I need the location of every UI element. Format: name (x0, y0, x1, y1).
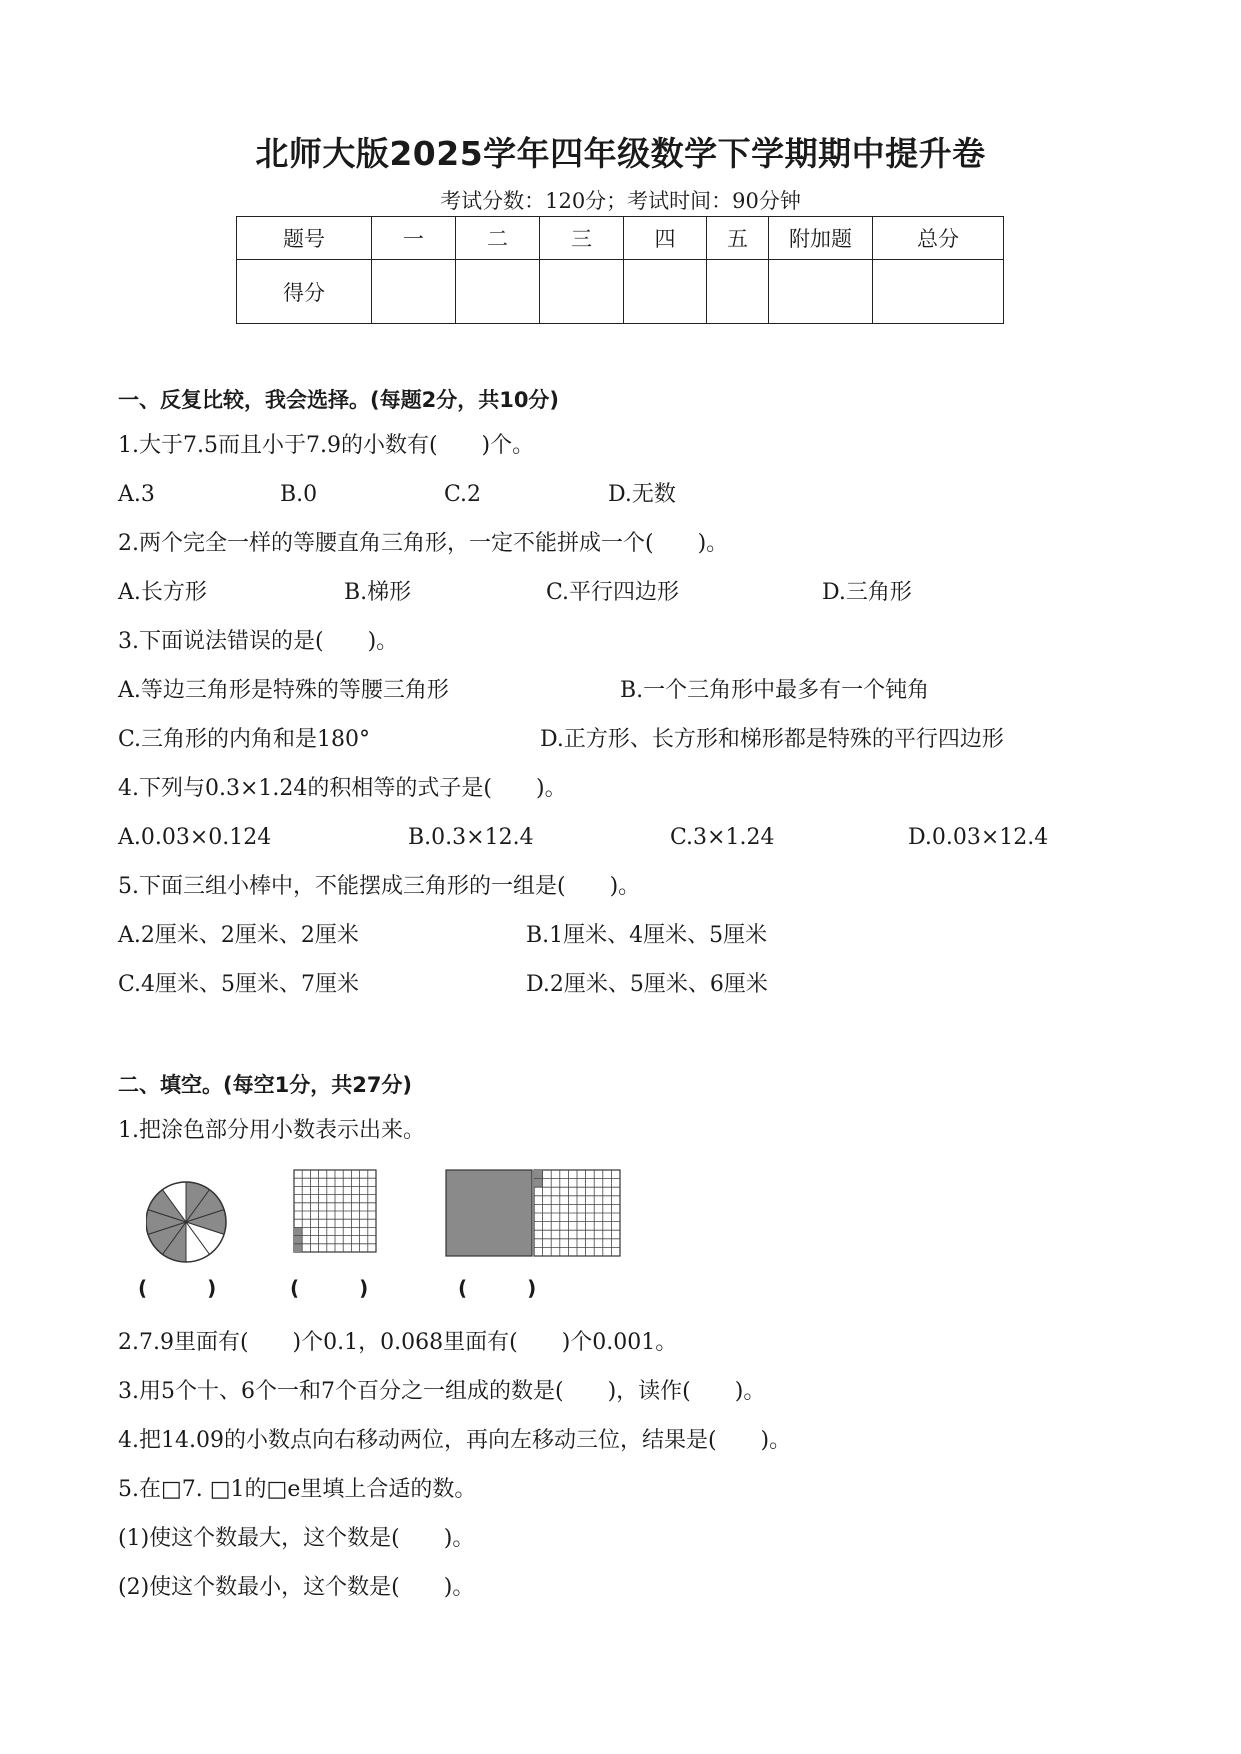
option-b: B.0 (280, 482, 318, 507)
grid-shaded-cell (294, 1227, 302, 1235)
section-heading: 二、填空。(每空1分，共27分) (118, 1073, 413, 1097)
question-text: 1.把涂色部分用小数表示出来。 (118, 1118, 425, 1143)
option-c: C.4厘米、5厘米、7厘米 (118, 972, 360, 997)
option-b: B.一个三角形中最多有一个钝角 (620, 678, 930, 703)
option-d: D.2厘米、5厘米、6厘米 (526, 972, 768, 997)
exam-info: 考试分数：120分；考试时间：90分钟 (440, 189, 801, 213)
shaded-circle (146, 1182, 226, 1262)
option-d: D.0.03×12.4 (908, 825, 1049, 850)
option-a: A.2厘米、2厘米、2厘米 (118, 923, 359, 948)
option-b: B.梯形 (344, 580, 412, 605)
question-subitem: (1)使这个数最大，这个数是( )。 (118, 1526, 475, 1551)
score-header-cell: 一 (372, 217, 456, 260)
option-c: C.平行四边形 (546, 580, 680, 605)
score-header-cell: 总分 (873, 217, 1004, 260)
question-text: 2.7.9里面有( )个0.1，0.068里面有( )个0.001。 (118, 1330, 678, 1355)
option-a: A.长方形 (118, 580, 207, 605)
option-b: B.0.3×12.4 (408, 825, 534, 850)
score-header-cell: 三 (540, 217, 624, 260)
grid-shaded-cell (534, 1170, 543, 1179)
score-cell[interactable] (372, 260, 456, 324)
option-a: A.等边三角形是特殊的等腰三角形 (118, 678, 449, 703)
question-text: 4.下列与0.3×1.24的积相等的式子是( )。 (118, 776, 567, 801)
section-heading: 一、反复比较，我会选择。(每题2分，共10分) (118, 388, 560, 412)
score-cell[interactable] (769, 260, 873, 324)
score-table-header (237, 217, 1004, 260)
question-text: 5.下面三组小棒中，不能摆成三角形的一组是( )。 (118, 874, 641, 899)
hundred-grid-1 (294, 1170, 376, 1252)
option-a: A.0.03×0.124 (118, 825, 272, 850)
option-c: C.2 (444, 482, 482, 507)
score-table (236, 216, 1004, 324)
score-cell[interactable] (624, 260, 707, 324)
score-table-row (237, 260, 1004, 324)
score-cell[interactable] (707, 260, 769, 324)
answer-paren[interactable]: ( ) (458, 1276, 537, 1300)
question-text: 2.两个完全一样的等腰直角三角形，一定不能拼成一个( )。 (118, 531, 729, 556)
score-header-cell: 二 (456, 217, 540, 260)
question-text: 3.用5个十、6个一和7个百分之一组成的数是( )，读作( )。 (118, 1379, 766, 1404)
option-d: D.三角形 (822, 580, 912, 605)
score-header-cell: 题号 (237, 217, 372, 260)
score-header-cell: 五 (707, 217, 769, 260)
question-text: 1.大于7.5而且小于7.9的小数有( )个。 (118, 433, 535, 458)
answer-paren[interactable]: ( ) (138, 1276, 217, 1300)
score-header-cell: 附加题 (769, 217, 873, 260)
option-a: A.3 (118, 482, 155, 507)
score-cell[interactable] (540, 260, 624, 324)
question-text: 3.下面说法错误的是( )。 (118, 629, 399, 654)
grid-shaded-cell (294, 1244, 302, 1252)
grid-shaded-cell (294, 1236, 302, 1244)
answer-paren[interactable]: ( ) (290, 1276, 369, 1300)
score-row-label: 得分 (237, 260, 372, 324)
option-d: D.无数 (608, 482, 676, 507)
question-text: 4.把14.09的小数点向右移动两位，再向左移动三位，结果是( )。 (118, 1428, 792, 1453)
option-c: C.3×1.24 (670, 825, 775, 850)
score-cell[interactable] (456, 260, 540, 324)
page-title: 北师大版2025学年四年级数学下学期期中提升卷 (255, 134, 986, 173)
option-c: C.三角形的内角和是180° (118, 727, 371, 752)
question-text: 5.在□7. □1的□e里填上合适的数。 (118, 1477, 477, 1502)
shaded-figures (138, 1160, 706, 1300)
grid-shaded-cell (534, 1179, 543, 1188)
score-header-cell: 四 (624, 217, 707, 260)
score-cell[interactable] (873, 260, 1004, 324)
hundred-grid-2 (446, 1170, 620, 1256)
option-b: B.1厘米、4厘米、5厘米 (526, 923, 768, 948)
option-d: D.正方形、长方形和梯形都是特殊的平行四边形 (540, 727, 1004, 752)
question-subitem: (2)使这个数最小，这个数是( )。 (118, 1575, 475, 1600)
shaded-figures-illustration (146, 1160, 706, 1300)
